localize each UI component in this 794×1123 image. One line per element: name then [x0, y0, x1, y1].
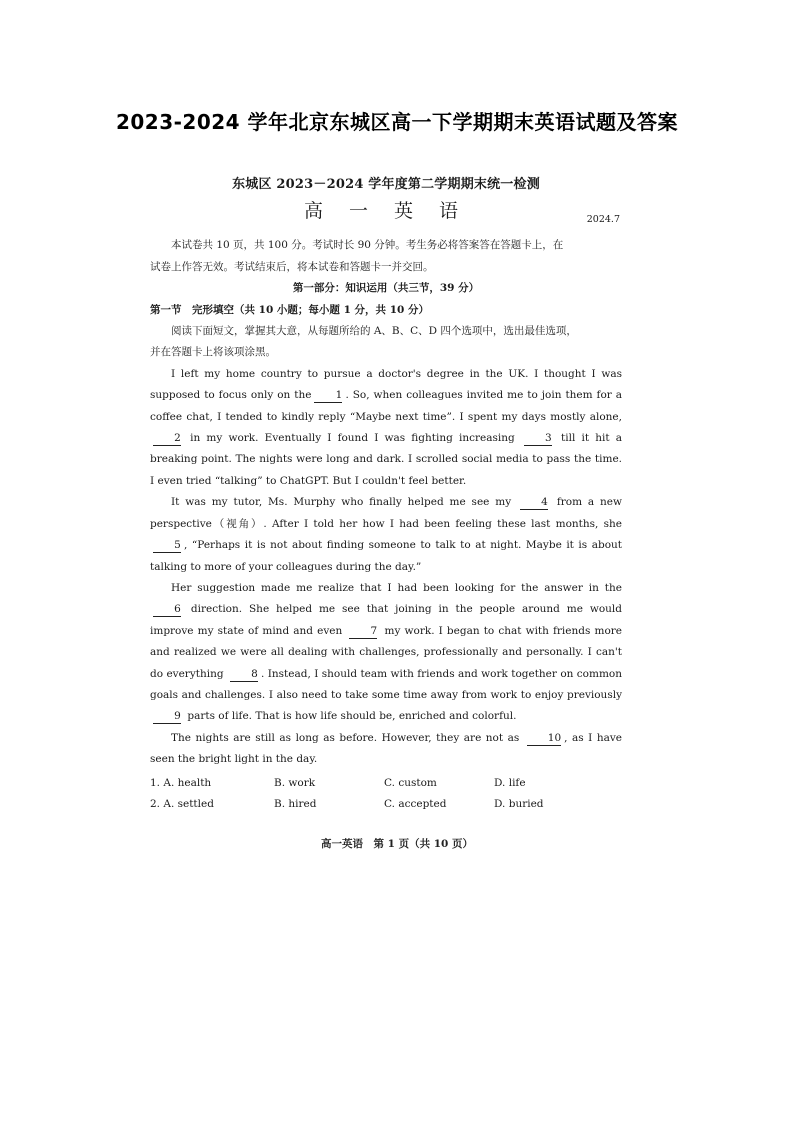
- page-footer: 高一英语 第 1 页（共 10 页）: [320, 838, 474, 850]
- option-row-1: [150, 773, 622, 794]
- subject-title: 高 一 英 语: [303, 200, 469, 223]
- instructions-line-2: 试卷上作答无效。考试结束后，将本试卷和答题卡一并交回。: [150, 260, 434, 273]
- passage-paragraph-1: [150, 364, 622, 492]
- passage-text: in my work. Eventually I found I was fighting increasing: [190, 432, 515, 445]
- option-b: B. work: [274, 776, 316, 789]
- instructions-line-1: 本试卷共 10 页，共 100 分。考试时长 90 分钟。考生务必将答案答在答题卡上，在: [171, 239, 564, 252]
- subject-row: [150, 195, 622, 235]
- blank-3: 3: [524, 431, 552, 446]
- passage-text: my work. I began to chat with friends more and realized we were all dealing with challenges, professionally and personally. I can't do everything: [150, 624, 623, 680]
- section-directions-line-1: 阅读下面短文，掌握其大意，从每题所给的 A、B、C、D 四个选项中，选出最佳选项，: [171, 325, 577, 338]
- blank-7: 7: [349, 624, 377, 639]
- option-c: C. accepted: [384, 797, 447, 810]
- blank-9: 9: [153, 709, 181, 724]
- option-row-2: [150, 794, 622, 815]
- passage-text: The nights are still as long as before. However, they are not as: [171, 731, 520, 744]
- option-d: D. buried: [494, 797, 544, 810]
- exam-header: 东城区 2023－2024 学年度第二学期期末统一检测: [232, 177, 540, 192]
- passage-text: Her suggestion made me realize that I had been looking for the answer in the: [171, 581, 622, 594]
- option-b: B. hired: [274, 797, 317, 810]
- passage-text: direction. She helped me see that joining in the people around me would improve my state of mind and even: [150, 603, 622, 637]
- option-a: 1. A. health: [150, 776, 212, 789]
- passage-paragraph-2: [150, 492, 622, 578]
- passage-text: It was my tutor, Ms. Murphy who finally helped me see my: [171, 496, 512, 509]
- blank-2: 2: [153, 431, 181, 446]
- blank-8: 8: [230, 667, 258, 682]
- passage-text: . So, when colleagues invited me to join them for a coffee chat, I tended to kindly reply “Maybe next time”. I spent my days mostly alone,: [150, 389, 622, 423]
- section-title: 第一节 完形填空（共 10 小题；每小题 1 分，共 10 分）: [150, 303, 429, 316]
- passage-text: from a new perspective（视角）. After I told her how I had been feeling these last months, she: [150, 496, 623, 530]
- option-a: 2. A. settled: [150, 797, 214, 810]
- passage-text: . Instead, I should team with friends and work together on common goals and challenges. I also need to take some time away from work to enjoy previously: [150, 667, 623, 701]
- passage-text: till it hit a breaking point. The nights were long and dark. I scrolled social media to pass the time. I even tried “talking” to ChatGPT. But I couldn't feel better.: [150, 432, 622, 487]
- passage-text: parts of life. That is how life should be, enriched and colorful.: [187, 710, 517, 723]
- passage-paragraph-3: [150, 578, 622, 728]
- answer-options: [150, 773, 622, 816]
- blank-1: 1: [314, 388, 342, 403]
- option-d: D. life: [494, 776, 526, 789]
- option-c: C. custom: [384, 776, 437, 789]
- part-title: 第一部分：知识运用（共三节，39 分）: [292, 282, 480, 295]
- passage-paragraph-4: [150, 728, 622, 771]
- document-title: 2023-2024 学年北京东城区高一下学期期末英语试题及答案: [115, 110, 679, 134]
- blank-5: 5: [153, 538, 181, 553]
- section-directions-line-2: 并在答题卡上将该项涂黑。: [150, 346, 276, 359]
- blank-6: 6: [153, 602, 181, 617]
- passage-text: , as I have seen the bright light in the day.: [150, 731, 622, 766]
- passage-text: I left my home country to pursue a doctor's degree in the UK. I thought I was supposed to focus only on the: [150, 367, 622, 402]
- exam-date: 2024.7: [586, 214, 620, 226]
- blank-4: 4: [520, 495, 548, 510]
- passage-text: , “Perhaps it is not about finding someone to talk to at night. Maybe it is about talking to more of your colleagues during the day.”: [150, 539, 622, 573]
- scanned-exam-page: [150, 170, 622, 860]
- blank-10: 10: [527, 731, 561, 746]
